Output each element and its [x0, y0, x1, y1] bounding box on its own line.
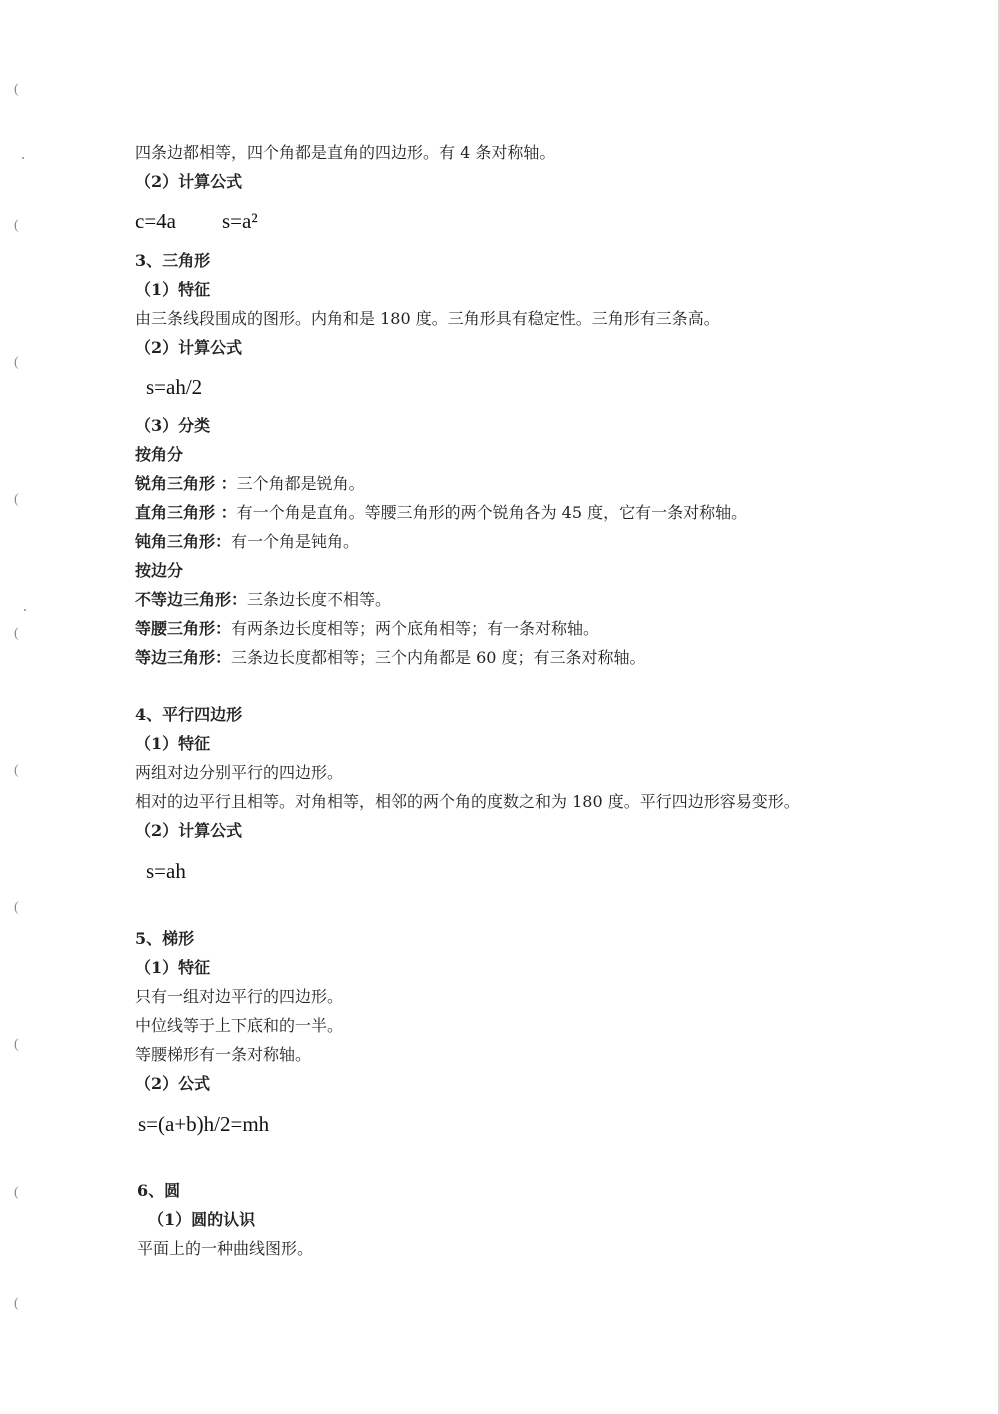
equilateral-triangle-row [135, 648, 646, 668]
margin-mark: ( [14, 626, 19, 641]
acute-term: 锐角三角形 ： [135, 474, 237, 493]
scalene-triangle-row [135, 590, 391, 610]
margin-mark: ( [14, 492, 19, 507]
right-text: 有一个角是直角。等腰三角形的两个锐角各为 45 度，它有一条对称轴。 [236, 503, 748, 522]
parallelogram-area-formula: s=ah [146, 859, 186, 883]
square-feature-text: 四条边都相等，四个角都是直角的四边形。有 4 条对称轴。 [135, 143, 556, 162]
isosceles-triangle-row [135, 619, 599, 639]
margin-mark: ( [14, 218, 19, 233]
margin-mark: ( [14, 900, 19, 915]
obtuse-triangle-row [135, 532, 359, 552]
margin-mark: ( [14, 1185, 19, 1200]
equilateral-term: 等边三角形： [135, 648, 232, 667]
right-term: 直角三角形 ： [135, 503, 237, 522]
parallelogram-feature-text-2: 相对的边平行且相等。对角相等，相邻的两个角的度数之和为 180 度。平行四边形容易变形。 [135, 792, 800, 811]
section-heading-triangle: 3、三角形 [135, 251, 211, 270]
margin-mark: ( [14, 82, 19, 97]
margin-mark: ( [14, 763, 19, 778]
trapezoid-feature-text-1: 只有一组对边平行的四边形。 [135, 987, 344, 1006]
triangle-formula-heading: （2）计算公式 [135, 338, 243, 357]
isosceles-term: 等腰三角形： [135, 619, 232, 638]
right-triangle-row [135, 503, 747, 523]
triangle-class-heading: （3）分类 [135, 416, 211, 435]
isosceles-text: 有两条边长度相等；两个底角相等；有一条对称轴。 [231, 619, 600, 638]
triangle-area-formula: s=ah/2 [146, 375, 203, 399]
area-formula: s=a² [222, 209, 258, 233]
scan-dot [24, 609, 26, 611]
obtuse-term: 钝角三角形： [135, 532, 232, 551]
trapezoid-feature-heading: （1）特征 [135, 958, 211, 977]
circle-sub-heading: （1）圆的认识 [148, 1210, 256, 1229]
parallelogram-formula-heading: （2）计算公式 [135, 821, 243, 840]
perimeter-formula: c=4a [135, 209, 176, 233]
trapezoid-feature-text-3: 等腰梯形有一条对称轴。 [135, 1045, 312, 1064]
margin-mark: ( [14, 1037, 19, 1052]
by-side-heading: 按边分 [135, 561, 184, 580]
by-angle-heading: 按角分 [135, 445, 184, 464]
triangle-feature-heading: （1）特征 [135, 280, 211, 299]
acute-text: 三个角都是锐角。 [236, 474, 365, 493]
circle-text: 平面上的一种曲线图形。 [137, 1239, 314, 1258]
parallelogram-feature-heading: （1）特征 [135, 734, 211, 753]
scalene-term: 不等边三角形： [135, 590, 248, 609]
obtuse-text: 有一个角是钝角。 [231, 532, 360, 551]
square-formula-heading: （2）计算公式 [135, 172, 243, 191]
section-heading-circle: 6、圆 [137, 1181, 181, 1200]
section-heading-trapezoid: 5、梯形 [135, 929, 195, 948]
margin-mark: ( [14, 1296, 19, 1311]
trapezoid-area-formula: s=(a+b)h/2=mh [138, 1112, 270, 1136]
trapezoid-feature-text-2: 中位线等于上下底和的一半。 [135, 1016, 344, 1035]
scan-dot [22, 157, 24, 159]
square-formulas [135, 208, 258, 234]
margin-mark: ( [14, 355, 19, 370]
scalene-text: 三条边长度不相等。 [247, 590, 392, 609]
equilateral-text: 三条边长度都相等；三个内角都是 60 度；有三条对称轴。 [231, 648, 646, 667]
acute-triangle-row [135, 474, 365, 494]
triangle-feature-text: 由三条线段围成的图形。内角和是 180 度。三角形具有稳定性。三角形有三条高。 [135, 309, 720, 328]
trapezoid-formula-heading: （2）公式 [135, 1074, 211, 1093]
parallelogram-feature-text-1: 两组对边分别平行的四边形。 [135, 763, 344, 782]
section-heading-parallelogram: 4、平行四边形 [135, 705, 243, 724]
